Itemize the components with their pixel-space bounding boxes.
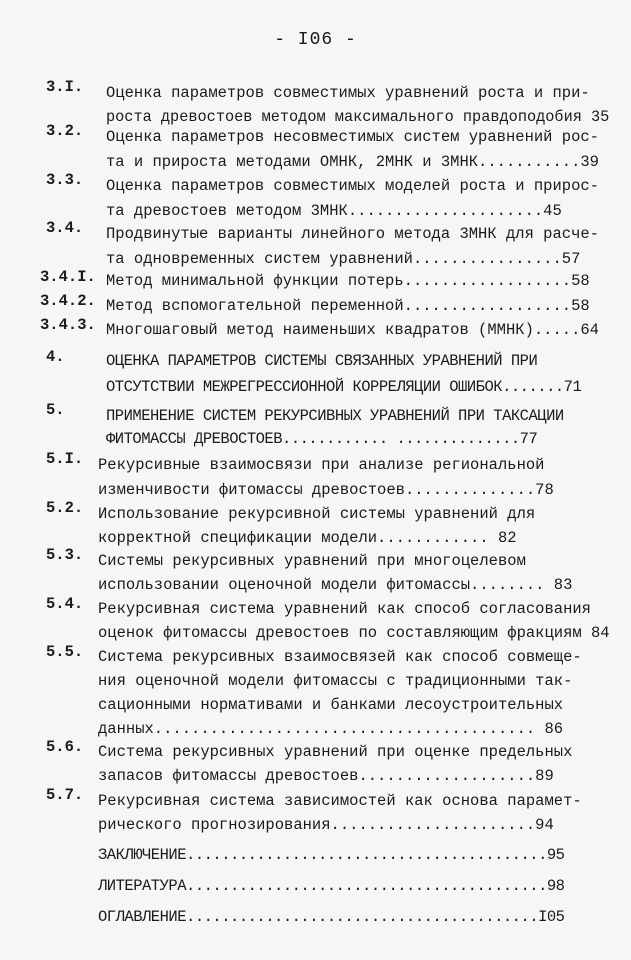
toc-entry-number: 5.I. — [46, 450, 84, 468]
toc-entry-number: 5.5. — [46, 643, 84, 661]
toc-entry-line: изменчивости фитомассы древостоев..............78 — [98, 481, 554, 499]
toc-entry-line: роста древостоев методом максимального правдоподобия 35 — [106, 108, 610, 126]
toc-entry-line: ния оценочной модели фитомассы с традиционными так- — [98, 672, 573, 690]
toc-entry-line: сационными нормативами и банками лесоустроительных — [98, 696, 564, 714]
toc-entry-line: ЛИТЕРАТУРА.........................................98 — [98, 877, 565, 895]
toc-entry-number: 3.4. — [46, 219, 84, 237]
toc-entry-line: Оценка параметров совместимых моделей роста и прирос- — [106, 177, 599, 195]
toc-entry-line: ОТСУТСТВИИ МЕЖРЕГРЕССИОННОЙ КОРРЕЛЯЦИИ ОШИБОК.......71 — [106, 378, 582, 396]
toc-entry-line: Метод вспомогательной переменной..................58 — [106, 297, 590, 315]
toc-entry-number: 3.3. — [46, 171, 84, 189]
toc-entry-line: Рекурсивная система зависимостей как основа парамет- — [98, 792, 582, 810]
toc-entry-line: Оценка параметров совместимых уравнений роста и при- — [106, 84, 590, 102]
toc-entry-line: Оценка параметров несовместимых систем уравнений рос- — [106, 128, 599, 146]
toc-entry-line: ОЦЕНКА ПАРАМЕТРОВ СИСТЕМЫ СВЯЗАННЫХ УРАВНЕНИЙ ПРИ — [106, 352, 538, 370]
toc-entry-line: рического прогнозирования......................94 — [98, 816, 554, 834]
toc-entry-line: корректной спецификации модели............ 82 — [98, 529, 517, 547]
toc-entry-line: та и прироста методами ОМНК, 2МНК и 3МНК...........39 — [106, 153, 599, 171]
toc-entry-number: 5.6. — [46, 738, 84, 756]
toc-entry-line: ЗАКЛЮЧЕНИЕ.........................................95 — [98, 846, 565, 864]
toc-entry-line: Метод минимальной функции потерь..................58 — [106, 272, 590, 290]
toc-entry-line: использовании оценочной модели фитомассы........ 83 — [98, 576, 573, 594]
toc-entry-number: 3.I. — [46, 78, 84, 96]
toc-entry-number: 3.4.2. — [40, 292, 96, 310]
toc-entry-line: Продвинутые варианты линейного метода 3МНК для расче- — [106, 225, 599, 243]
toc-entry-line: ФИТОМАССЫ ДРЕВОСТОЕВ............ ..............77 — [106, 430, 538, 448]
toc-entry-number: 3.4.3. — [40, 316, 96, 334]
toc-entry-line: Многошаговый метод наименьших квадратов (ММНК).....64 — [106, 321, 599, 339]
toc-entry-number: 5.7. — [46, 786, 84, 804]
toc-entry-line: та одновременных систем уравнений................57 — [106, 250, 581, 268]
toc-entry-line: ПРИМЕНЕНИЕ СИСТЕМ РЕКУРСИВНЫХ УРАВНЕНИЙ ПРИ ТАКСАЦИИ — [106, 407, 564, 425]
page-number: - I06 - — [274, 30, 357, 50]
toc-entry-line: запасов фитомассы древостоев...................89 — [98, 767, 554, 785]
toc-entry-line: Система рекурсивных взаимосвязей как способ совмеще- — [98, 648, 582, 666]
toc-entry-line: Использование рекурсивной системы уравнений для — [98, 505, 536, 523]
toc-entry-number: 5. — [46, 401, 65, 419]
toc-entry-line: оценок фитомассы древостоев по составляющим фракциям 84 — [98, 624, 610, 642]
toc-entry-line: Рекурсивные взаимосвязи при анализе региональной — [98, 456, 545, 474]
toc-entry-line: та древостоев методом 3МНК.....................45 — [106, 202, 562, 220]
toc-entry-line: данных......................................... 86 — [98, 720, 564, 738]
toc-entry-line: ОГЛАВЛЕНИЕ........................................I05 — [98, 908, 565, 926]
toc-entry-number: 5.3. — [46, 546, 84, 564]
toc-entry-number: 3.4.I. — [40, 268, 96, 286]
toc-entry-line: Система рекурсивных уравнений при оценке предельных — [98, 743, 573, 761]
toc-entry-line: Рекурсивная система уравнений как способ согласования — [98, 600, 591, 618]
toc-entry-number: 3.2. — [46, 122, 84, 140]
toc-entry-line: Системы рекурсивных уравнений при многоцелевом — [98, 552, 526, 570]
toc-entry-number: 5.4. — [46, 595, 84, 613]
toc-entry-number: 4. — [46, 348, 65, 366]
toc-entry-number: 5.2. — [46, 499, 84, 517]
